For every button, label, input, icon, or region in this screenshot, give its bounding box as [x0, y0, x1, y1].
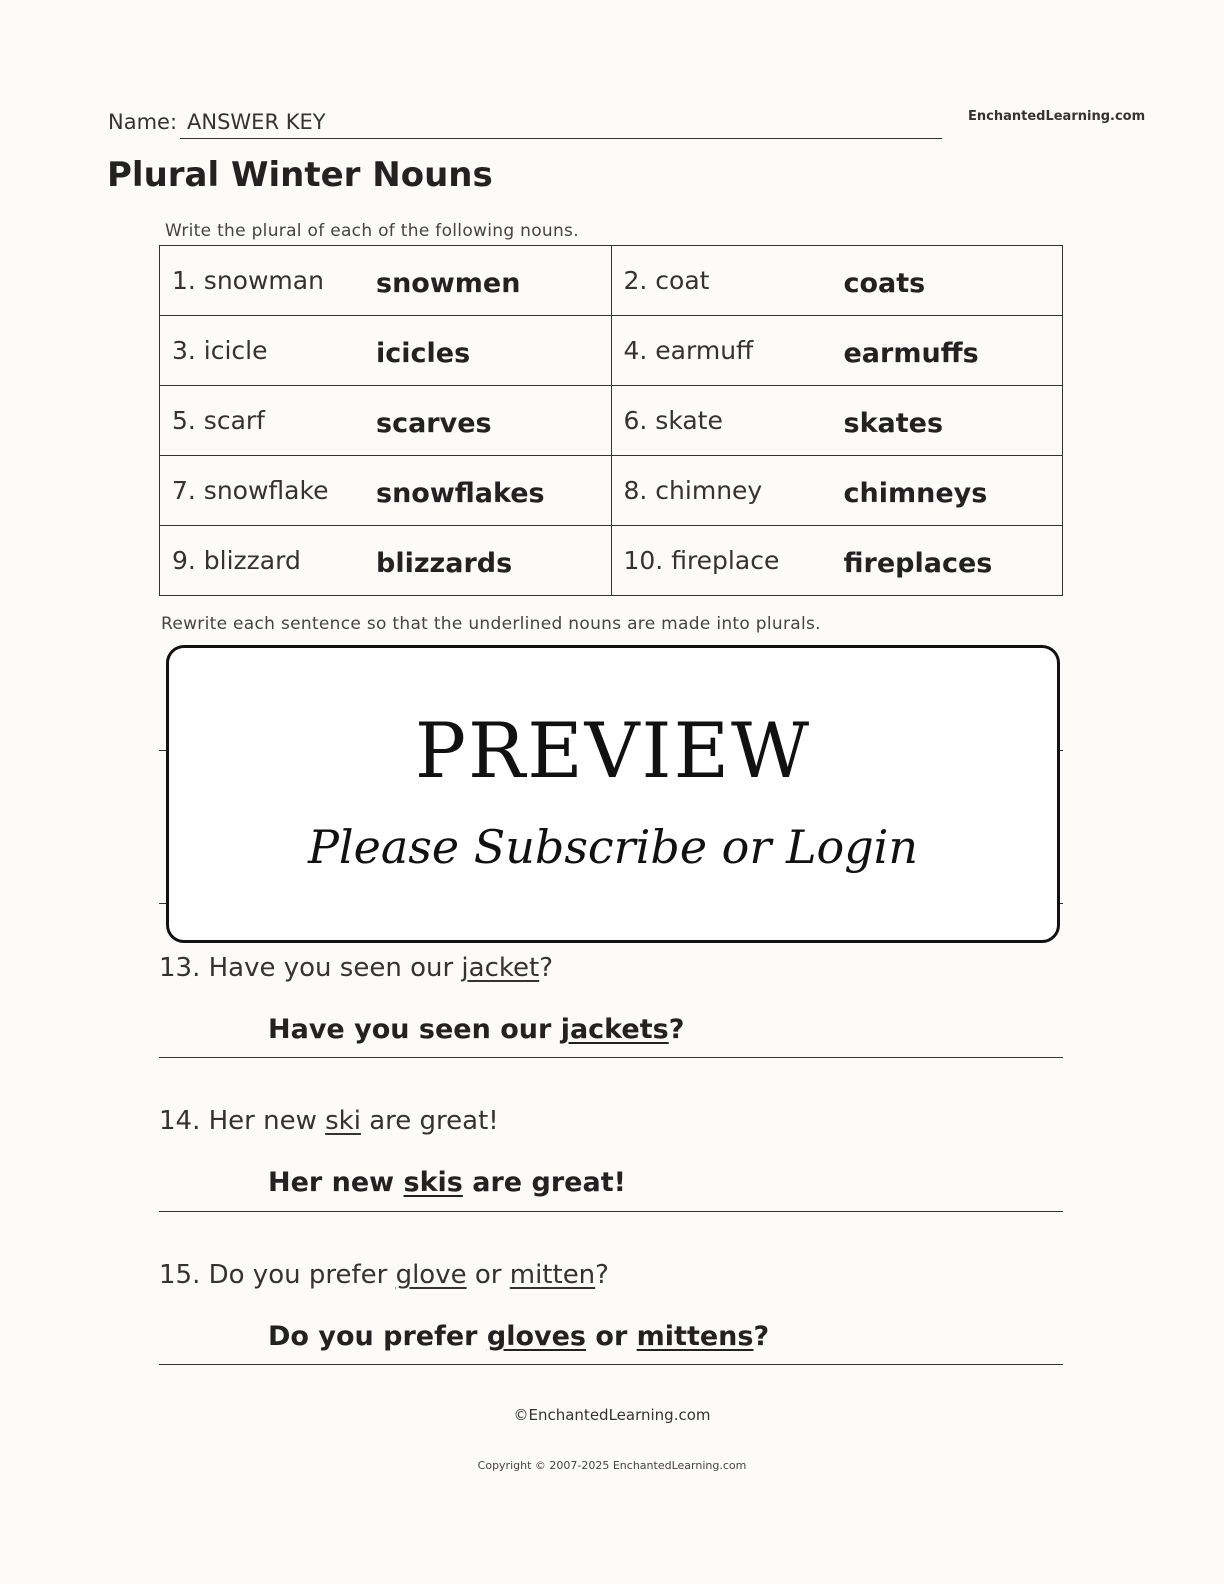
name-value: ANSWER KEY	[187, 110, 326, 134]
instruction-part2: Rewrite each sentence so that the underlined nouns are made into plurals.	[161, 614, 821, 634]
table-cell	[160, 246, 612, 316]
singular-noun: 8. chimney	[623, 476, 763, 505]
singular-noun: 7. snowflake	[172, 476, 329, 505]
singular-noun: 1. snowman	[172, 266, 324, 295]
question-15	[159, 1260, 609, 1290]
answer-line	[159, 1057, 1063, 1058]
answer-13	[268, 1014, 684, 1045]
underlined-noun: mitten	[509, 1260, 596, 1290]
preview-subtitle[interactable]: Please Subscribe or Login	[307, 820, 919, 874]
underlined-plural: gloves	[486, 1321, 586, 1352]
answer-text: Her new	[268, 1167, 404, 1198]
table-cell	[611, 386, 1063, 456]
name-underline	[180, 138, 942, 139]
plural-answer: skates	[843, 408, 944, 439]
question-text: 13. Have you seen our	[159, 953, 462, 983]
plural-answer: snowmen	[376, 268, 521, 299]
answer-line	[159, 1211, 1063, 1212]
answer-15	[268, 1321, 769, 1352]
table-cell	[160, 526, 612, 596]
singular-noun: 6. skate	[623, 406, 723, 435]
table-row	[160, 386, 1063, 456]
table-row	[160, 316, 1063, 386]
underlined-noun: ski	[325, 1106, 361, 1136]
table-cell	[160, 456, 612, 526]
answer-14	[268, 1167, 626, 1198]
question-text: ?	[595, 1260, 609, 1290]
answer-text: Have you seen our	[268, 1014, 561, 1045]
underlined-plural: mittens	[636, 1321, 754, 1352]
brand-label[interactable]: EnchantedLearning.com	[968, 109, 1146, 124]
question-14	[159, 1106, 499, 1136]
singular-noun: 2. coat	[623, 266, 710, 295]
plural-answer: chimneys	[843, 478, 988, 509]
plural-answer: blizzards	[376, 548, 513, 579]
plural-table	[159, 245, 1063, 596]
singular-noun: 3. icicle	[172, 336, 268, 365]
footer-copyright: Copyright © 2007-2025 EnchantedLearning.com	[477, 1459, 747, 1472]
answer-text: ?	[753, 1321, 770, 1352]
underlined-plural: jackets	[560, 1014, 669, 1045]
table-cell	[611, 246, 1063, 316]
question-text: 14. Her new	[159, 1106, 326, 1136]
underlined-noun: glove	[395, 1260, 467, 1290]
table-cell	[160, 316, 612, 386]
plural-answer: scarves	[376, 408, 492, 439]
table-cell	[160, 386, 612, 456]
table-cell	[611, 456, 1063, 526]
question-text: or	[466, 1260, 510, 1290]
question-text: are great!	[360, 1106, 499, 1136]
answer-text: Do you prefer	[268, 1321, 487, 1352]
table-row	[160, 526, 1063, 596]
singular-noun: 10. fireplace	[623, 546, 780, 575]
answer-text: or	[586, 1321, 637, 1352]
question-text: 15. Do you prefer	[159, 1260, 396, 1290]
name-label: Name:	[108, 110, 178, 134]
instruction-part1: Write the plural of each of the following nouns.	[165, 221, 579, 241]
question-text: ?	[539, 953, 553, 983]
underlined-noun: jacket	[461, 953, 540, 983]
answer-text: are great!	[462, 1167, 626, 1198]
table-cell	[611, 316, 1063, 386]
underlined-plural: skis	[403, 1167, 463, 1198]
footer-brand[interactable]: ©EnchantedLearning.com	[513, 1406, 711, 1424]
question-13	[159, 953, 553, 983]
plural-answer: coats	[843, 268, 926, 299]
plural-answer: icicles	[376, 338, 471, 369]
plural-answer: fireplaces	[843, 548, 993, 579]
plural-answer: snowflakes	[376, 478, 545, 509]
table-row	[160, 456, 1063, 526]
preview-overlay[interactable]	[166, 645, 1060, 943]
answer-text: ?	[668, 1014, 685, 1045]
preview-title: PREVIEW	[414, 706, 812, 795]
plural-answer: earmuffs	[843, 338, 979, 369]
table-row	[160, 246, 1063, 316]
singular-noun: 9. blizzard	[172, 546, 301, 575]
page-title: Plural Winter Nouns	[107, 155, 493, 195]
table-cell	[611, 526, 1063, 596]
answer-line	[159, 1364, 1063, 1365]
singular-noun: 5. scarf	[172, 406, 265, 435]
singular-noun: 4. earmuff	[623, 336, 754, 365]
